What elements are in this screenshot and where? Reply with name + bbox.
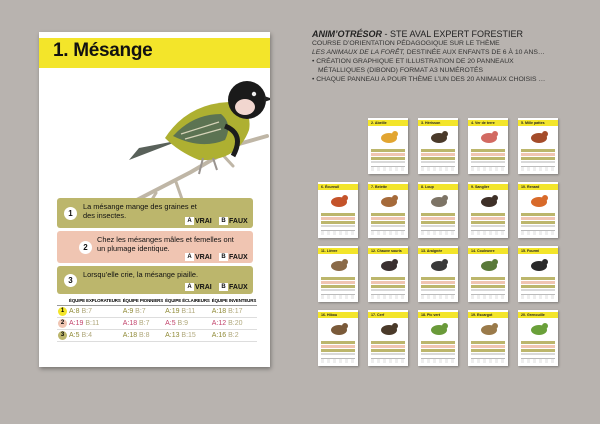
- table-header: ÉQUIPE ÉCLAIREURS: [164, 296, 211, 306]
- animal-illustration-icon: [528, 256, 550, 274]
- question-text: La mésange mange des graines et des insectes.: [83, 202, 197, 220]
- panel-title: 13. Araignée: [421, 249, 443, 253]
- table-header: ÉQUIPE PIONNIERS: [122, 296, 164, 306]
- question-3: [57, 266, 253, 294]
- table-cell: A:13 B:15: [164, 330, 211, 342]
- answer-false: B FAUX: [219, 253, 248, 261]
- panel-thumbnail: [368, 246, 408, 302]
- question-text: Chez les mésanges mâles et femelles ont un plumage identique.: [97, 235, 234, 253]
- table-row: [57, 306, 257, 318]
- panel-title: 17. Cerf: [371, 313, 385, 317]
- panel-thumbnail: [368, 310, 408, 366]
- answer-true: A VRAI: [185, 217, 212, 225]
- panel-title: 15. Fourmi: [521, 249, 540, 253]
- answer-false: B FAUX: [219, 283, 248, 291]
- panel-thumbnail: [368, 182, 408, 238]
- question-2: [57, 231, 253, 263]
- animal-illustration-icon: [478, 256, 500, 274]
- row-number: 1: [58, 307, 67, 316]
- panel-thumbnail: [318, 310, 358, 366]
- project-description: [312, 30, 582, 84]
- panel-title: 9. Sanglier: [471, 185, 490, 189]
- panel-title: 19. Escargot: [471, 313, 493, 317]
- animal-illustration-icon: [378, 256, 400, 274]
- animal-illustration-icon: [428, 128, 450, 146]
- question-text: Lorsqu’elle crie, la mésange piaille.: [83, 270, 199, 279]
- panel-thumbnail: [418, 246, 458, 302]
- panel-thumbnail: [468, 310, 508, 366]
- project-heading: ANIM’OTRÉSOR - STE AVAL EXPERT FORESTIER: [312, 29, 524, 39]
- panel-thumbnail: [368, 118, 408, 174]
- bullet-line: • CHAQUE PANNEAU A POUR THÈME L’UN DES 20 ANIMAUX CHOISIS …: [312, 76, 546, 83]
- question-number: 2: [79, 241, 92, 254]
- panel-thumbnail-grid: [318, 118, 558, 382]
- panel-title: 5. Mille pattes: [521, 121, 545, 125]
- panel-thumbnail: [318, 246, 358, 302]
- panel-title: 6. Écureuil: [321, 185, 340, 189]
- table-header: ÉQUIPE INVENTEURS: [211, 296, 257, 306]
- table-cell: A:18 B:7: [122, 318, 164, 330]
- panel-thumbnail: [418, 118, 458, 174]
- panel-thumbnail: [518, 118, 558, 174]
- animal-illustration-icon: [428, 256, 450, 274]
- table-cell: A:5 B:9: [164, 318, 211, 330]
- row-number: 3: [58, 331, 67, 340]
- panel-title: 11. Lièvre: [321, 249, 338, 253]
- panel-thumbnail: [518, 310, 558, 366]
- panel-thumbnail: [418, 182, 458, 238]
- table-cell: A:19 B:11: [164, 306, 211, 318]
- description-line: LES ANIMAUX DE LA FORÊT, DESTINÉE AUX ENFANTS DE 6 À 10 ANS…: [312, 49, 545, 56]
- animal-illustration-icon: [528, 320, 550, 338]
- animal-illustration-icon: [378, 128, 400, 146]
- animal-illustration-icon: [528, 192, 550, 210]
- table-cell: A:18 B:8: [122, 330, 164, 342]
- table-cell: A:8 B:7: [68, 306, 122, 318]
- bullet-line: • CRÉATION GRAPHIQUE ET ILLUSTRATION DE 20 PANNEAUX: [312, 58, 514, 65]
- table-cell: A:12 B:20: [211, 318, 257, 330]
- table-row: [57, 330, 257, 342]
- table-cell: A:18 B:17: [211, 306, 257, 318]
- panel-title: 16. Hibou: [321, 313, 338, 317]
- animal-illustration-icon: [378, 192, 400, 210]
- answer-false: B FAUX: [219, 217, 248, 225]
- table-row: [57, 318, 257, 330]
- animal-illustration-icon: [378, 320, 400, 338]
- poster-title: 1. Mésange: [53, 40, 153, 61]
- animal-illustration-icon: [428, 320, 450, 338]
- animal-illustration-icon: [478, 320, 500, 338]
- teams-table: [57, 296, 257, 342]
- panel-title: 8. Loup: [421, 185, 434, 189]
- panel-title: 14. Couleuvre: [471, 249, 495, 253]
- animal-illustration-icon: [478, 192, 500, 210]
- animal-illustration-icon: [328, 256, 350, 274]
- question-number: 1: [64, 207, 77, 220]
- panel-thumbnail: [468, 118, 508, 174]
- panel-thumbnail: [518, 182, 558, 238]
- panel-title: 3. Hérisson: [421, 121, 441, 125]
- panel-thumbnail: [318, 182, 358, 238]
- description-line: COURSE D’ORIENTATION PÉDAGOGIQUE SUR LE THÈME: [312, 40, 500, 47]
- panel-title: 4. Ver de terre: [471, 121, 495, 125]
- table-cell: A:9 B:7: [122, 306, 164, 318]
- question-number: 3: [64, 274, 77, 287]
- panel-title: 7. Belette: [371, 185, 387, 189]
- animal-illustration-icon: [428, 192, 450, 210]
- animal-illustration-icon: [328, 192, 350, 210]
- animal-illustration-icon: [528, 128, 550, 146]
- panel-title: 10. Renard: [521, 185, 540, 189]
- animal-illustration-icon: [478, 128, 500, 146]
- panel-title: 18. Pic vert: [421, 313, 440, 317]
- panel-thumbnail: [518, 246, 558, 302]
- table-header: ÉQUIPE EXPLORATEURS: [68, 296, 122, 306]
- panel-thumbnail: [468, 246, 508, 302]
- row-number: 2: [58, 319, 67, 328]
- table-cell: A:19 B:11: [68, 318, 122, 330]
- poster: [39, 32, 270, 367]
- panel-title: 20. Grenouille: [521, 313, 545, 317]
- question-1: [57, 198, 253, 228]
- answer-true: A VRAI: [185, 253, 212, 261]
- panel-thumbnail: [418, 310, 458, 366]
- table-cell: A:16 B:2: [211, 330, 257, 342]
- animal-illustration-icon: [328, 320, 350, 338]
- panel-title: 12. Chauve souris: [371, 249, 402, 253]
- panel-thumbnail: [468, 182, 508, 238]
- bullet-line: MÉTALLIQUES (DIBOND) FORMAT A3 NUMÉROTÉS: [318, 67, 484, 74]
- table-cell: A:5 B:4: [68, 330, 122, 342]
- panel-title: 2. Abeille: [371, 121, 387, 125]
- answer-true: A VRAI: [185, 283, 212, 291]
